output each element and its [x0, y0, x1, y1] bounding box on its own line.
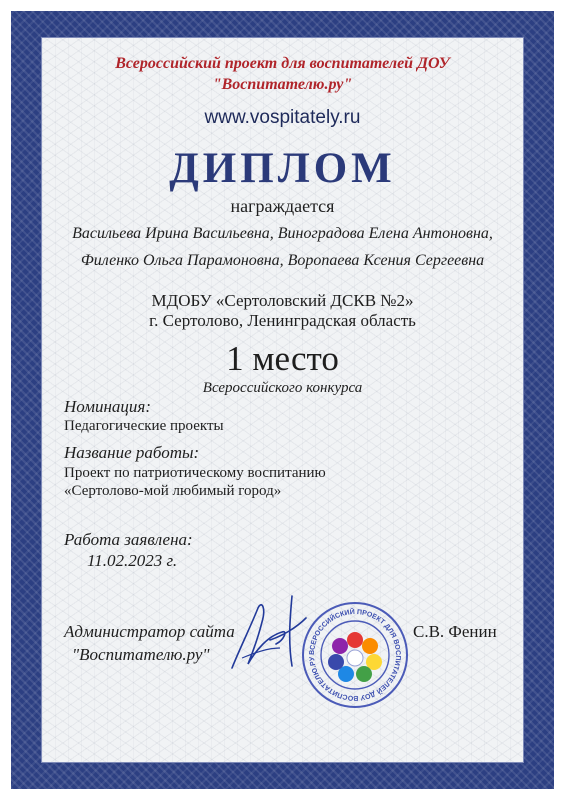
contest-name: Всероссийского конкурса: [202, 380, 363, 396]
signature-image: [222, 588, 312, 683]
diploma-title: ДИПЛОМ: [169, 145, 396, 192]
project-name: "Воспитателю.ру": [212, 76, 353, 93]
nomination-value: Педагогические проекты: [64, 418, 224, 434]
organization-seal: [300, 600, 410, 710]
work-title-label: Название работы:: [64, 443, 200, 462]
date-value: 11.02.2023 г.: [87, 551, 178, 570]
admin-label: Администратор сайта: [64, 622, 235, 641]
recipients-line-1: Васильева Ирина Васильевна, Виноградова Елена Антоновна,: [72, 225, 493, 242]
admin-site: "Воспитателю.ру": [72, 645, 210, 664]
work-title-line-1: Проект по патриотическому воспитанию: [64, 465, 326, 481]
awarded-text: награждается: [230, 196, 335, 216]
nomination-label: Номинация:: [64, 397, 151, 416]
recipients-line-2: Филенко Ольга Парамоновна, Воропаева Ксения Сергеевна: [80, 252, 485, 269]
website-url: www.vospitately.ru: [204, 107, 361, 128]
seal-hands-icon: [328, 632, 382, 682]
work-title-line-2: «Сертолово-мой любимый город»: [64, 483, 282, 499]
place-title: 1 место: [226, 339, 339, 378]
date-label: Работа заявлена:: [64, 530, 193, 549]
project-line: Всероссийский проект для воспитателей ДОУ: [115, 55, 450, 72]
seal-text: ВСЕРОССИЙСКИЙ ПРОЕКТ ДЛЯ ВОСПИТАТЕЛЕЙ ДОУ ВОСПИТАТЕЛЮ.РУ: [308, 608, 402, 702]
organization-location: г. Сертолово, Ленинградская область: [149, 311, 416, 330]
organization-name: МДОБУ «Сертоловский ДСКВ №2»: [151, 291, 414, 310]
admin-name: С.В. Фенин: [413, 622, 497, 641]
